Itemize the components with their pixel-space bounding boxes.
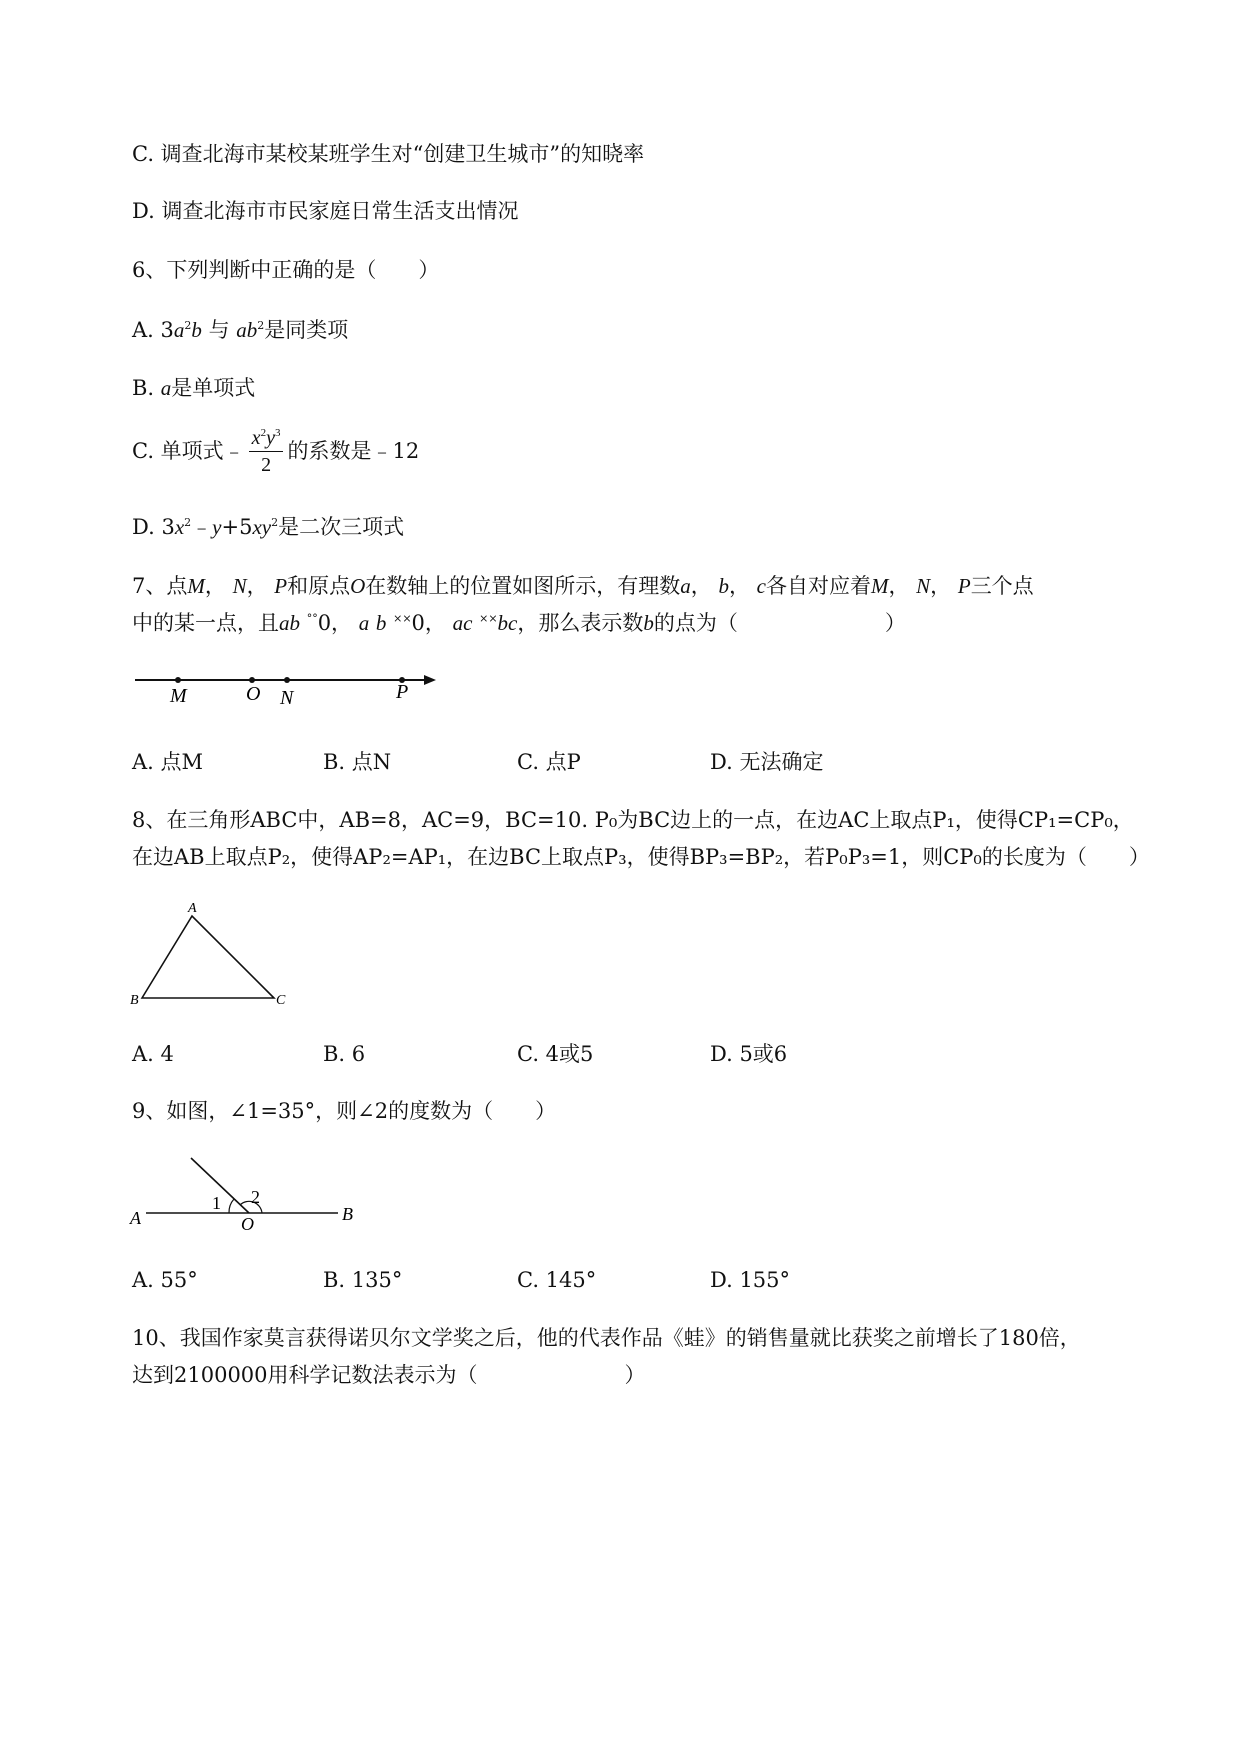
q7-label-n: N bbox=[280, 687, 294, 709]
q7-stem-line2: 中的某一点，且ab °°0， a b ××0， ac ××bc，那么表示数b的点为（ ） bbox=[132, 611, 906, 635]
q7-stem-line1: 7、点M， N， P和原点O在数轴上的位置如图所示，有理数a， b， c各自对应着M， N， P三个点 bbox=[132, 574, 1034, 598]
q6-stem: 6、下列判断中正确的是（ ） bbox=[132, 258, 440, 282]
q6-option-c bbox=[132, 428, 419, 475]
q8-option-c: C. 4或5 bbox=[517, 1042, 594, 1066]
q9-label-1: 1 bbox=[212, 1193, 221, 1213]
q5-option-d: D. 调查北海市市民家庭日常生活支出情况 bbox=[132, 199, 519, 223]
q6-option-c-text: 的系数是﹣12 bbox=[287, 439, 420, 463]
q9-option-c: C. 145° bbox=[517, 1268, 597, 1292]
q6-option-d-text: 是二次三项式 bbox=[278, 515, 405, 539]
q8-label-b: B bbox=[130, 993, 139, 1008]
q6-option-b-math: a bbox=[160, 376, 172, 400]
q7-number-line-figure bbox=[130, 660, 450, 710]
q9-option-a: A. 55° bbox=[132, 1268, 198, 1292]
q9-label-o: O bbox=[241, 1214, 254, 1234]
q8-triangle-figure bbox=[128, 898, 298, 1010]
q7-text: ，那么表示数 bbox=[517, 611, 644, 635]
q8-label-a: A bbox=[188, 901, 197, 916]
q7-label-p: P bbox=[396, 681, 409, 703]
q8-option-a: A. 4 bbox=[132, 1042, 174, 1066]
q6-option-b-text: 是单项式 bbox=[171, 376, 256, 400]
q5-option-c: C. 调查北海市某校某班学生对“创建卫生城市”的知晓率 bbox=[132, 142, 645, 166]
q7-text: 三个点 bbox=[970, 574, 1034, 598]
q9-label-2: 2 bbox=[251, 1187, 260, 1207]
q7-text: 的点为（ ） bbox=[653, 611, 906, 635]
q7-option-a: A. 点M bbox=[132, 750, 204, 774]
q6-option-a-label: A. bbox=[132, 318, 161, 342]
q9-option-b: B. 135° bbox=[323, 1268, 403, 1292]
q8-stem-line2: 在边AB上取点P₂，使得AP₂=AP₁，在边BC上取点P₃，使得BP₃=BP₂，若P₀P₃=1，则CP₀的长度为（ ） bbox=[132, 845, 1150, 869]
q7-text: 各自对应着 bbox=[765, 574, 871, 598]
q8-option-b: B. 6 bbox=[323, 1042, 366, 1066]
q9-option-d: D. 155° bbox=[710, 1268, 791, 1292]
q9-stem: 9、如图，∠1=35°，则∠2的度数为（ ） bbox=[132, 1099, 557, 1123]
q6-option-c-fraction: $\frac{x^2y^3}{2}$ bbox=[249, 428, 284, 475]
q7-point-m bbox=[175, 677, 181, 683]
q7-text: 在数轴上的位置如图所示，有理数 bbox=[365, 574, 681, 598]
q6-option-d bbox=[132, 517, 404, 538]
q7-option-d: D. 无法确定 bbox=[710, 750, 824, 774]
q9-label-b: B bbox=[342, 1204, 353, 1224]
q10-stem-line2: 达到2100000用科学记数法表示为（ ） bbox=[132, 1363, 646, 1387]
q6-option-a-math: $3a^2b$ 与 $ab^2$ bbox=[160, 318, 265, 342]
q6-option-d-math: $3x^2﹣y+5xy^2$ bbox=[161, 515, 279, 539]
q8-label-c: C bbox=[276, 993, 286, 1008]
q8-option-d: D. 5或6 bbox=[710, 1042, 788, 1066]
q7-text: 中的某一点，且 bbox=[132, 611, 279, 635]
q8-stem-line1: 8、在三角形ABC中，AB=8，AC=9，BC=10. P₀为BC边上的一点，在边AC上取点P₁，使得CP₁=CP₀， bbox=[132, 808, 1134, 832]
q7-option-c: C. 点P bbox=[517, 750, 581, 774]
q7-text: 和原点 bbox=[287, 574, 351, 598]
q7-option-b: B. 点N bbox=[323, 750, 392, 774]
q6-option-b bbox=[132, 378, 255, 399]
q9-label-a: A bbox=[130, 1208, 141, 1228]
q6-option-b-label: B. bbox=[132, 376, 161, 400]
q10-stem-line1: 10、我国作家莫言获得诺贝尔文学奖之后，他的代表作品《蛙》的销售量就比获奖之前增长了180倍， bbox=[132, 1326, 1081, 1350]
q6-option-a bbox=[132, 320, 348, 341]
q7-label-o: O bbox=[246, 683, 261, 705]
q6-option-d-label: D. bbox=[132, 515, 162, 539]
q6-option-c-label: C. 单项式﹣ bbox=[132, 439, 245, 463]
q7-point-n bbox=[284, 677, 290, 683]
q7-text: 7、点 bbox=[132, 574, 188, 598]
q7-label-m: M bbox=[170, 685, 187, 707]
q6-option-a-text: 是同类项 bbox=[264, 318, 349, 342]
q9-angle-figure bbox=[128, 1150, 368, 1236]
